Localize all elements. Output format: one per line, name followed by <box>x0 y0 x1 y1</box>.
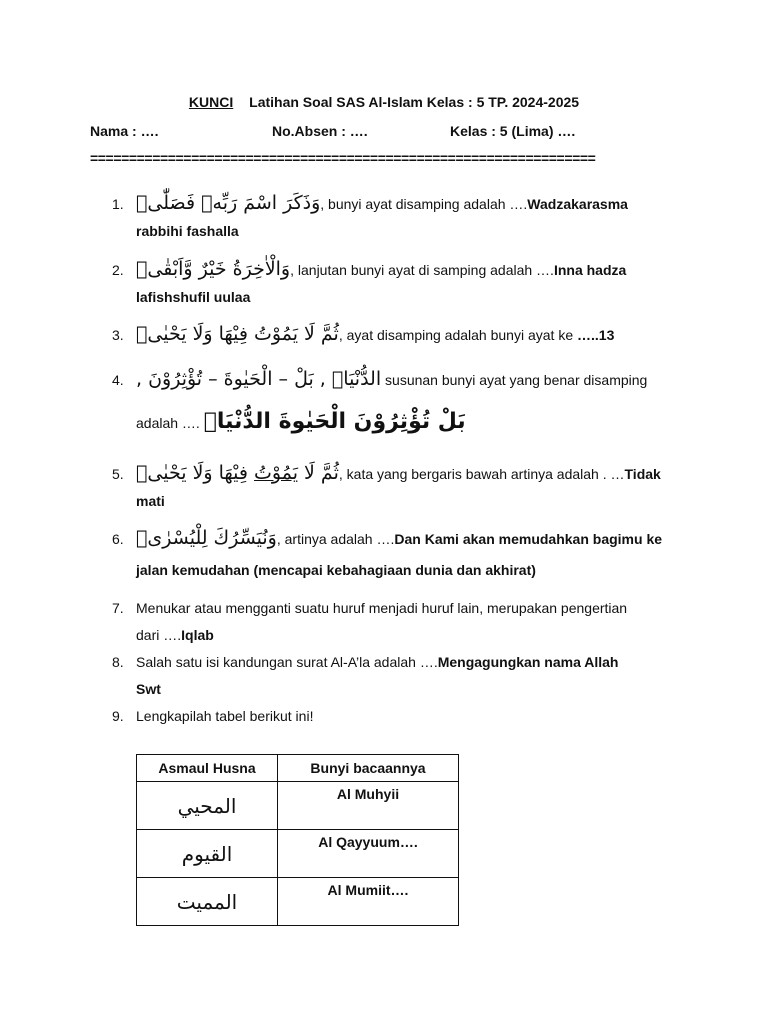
asmaul-husna-latin: Al Muhyii <box>278 782 459 830</box>
question-number: 5. <box>112 466 124 482</box>
asmaul-husna-table <box>136 754 459 926</box>
question-8 <box>112 649 672 703</box>
answer: Mengagungkan nama Allah <box>437 654 619 670</box>
question-text: , kata yang bergaris bawah artinya adalah . … <box>338 466 625 482</box>
title-text: Latihan Soal SAS Al-Islam Kelas : 5 TP. 2024-2025 <box>249 94 580 110</box>
asmaul-husna-latin: Al Qayyuum…. <box>278 830 459 878</box>
answer-continued: jalan kemudahan (mencapai kebahagiaan dunia dan akhirat) <box>136 562 536 578</box>
asmaul-husna-arabic: القيوم <box>137 830 278 878</box>
question-number: 4. <box>112 372 124 388</box>
answer: Inna hadza <box>553 262 627 278</box>
nama-field: Nama : …. <box>90 123 159 139</box>
question-3 <box>112 321 672 349</box>
table-row <box>137 830 459 878</box>
question-number: 2. <box>112 262 124 278</box>
question-text-continued: dari …. <box>136 627 182 643</box>
question-number: 1. <box>112 196 124 212</box>
question-number: 3. <box>112 327 124 343</box>
question-text-continued: adalah …. <box>136 415 204 431</box>
arabic-words: الدُّنْيَاۖ , بَلْ – الْحَيٰوةَ – تُؤْثِرُوْنَ , <box>136 368 382 390</box>
asmaul-husna-latin: Al Mumiit…. <box>278 878 459 926</box>
question-text: , lanjutan bunyi ayat di samping adalah …. <box>290 262 554 278</box>
table-header-row <box>137 755 459 782</box>
table-header: Bunyi bacaannya <box>278 755 459 782</box>
answer: Wadzakarasma <box>527 196 628 212</box>
question-number: 7. <box>112 600 124 616</box>
arabic-verse: وَذَكَرَ اسْمَ رَبِّهٖ فَصَلّٰىۗ <box>136 192 321 214</box>
table-row <box>137 878 459 926</box>
arabic-verse: وَالْاٰخِرَةُ خَيْرٌ وَّاَبْقٰىۗ <box>136 258 291 280</box>
absen-field: No.Absen : …. <box>272 123 368 139</box>
question-7 <box>112 595 672 649</box>
question-text: , artinya adalah …. <box>276 531 395 547</box>
answer: …..13 <box>577 327 615 343</box>
question-text: Salah satu isi kandungan surat Al-A’la adalah …. <box>136 654 438 670</box>
question-number: 8. <box>112 654 124 670</box>
page-title <box>0 94 768 110</box>
question-text: Menukar atau mengganti suatu huruf menjadi huruf lain, merupakan pengertian <box>136 600 628 616</box>
kelas-field: Kelas : 5 (Lima) …. <box>450 123 576 139</box>
asmaul-husna-arabic: المميت <box>137 878 278 926</box>
question-text: , bunyi ayat disamping adalah …. <box>320 196 528 212</box>
arabic-verse-part: فِيْهَا وَلَا يَحْيٰىۗ <box>136 462 255 484</box>
answer: Tidak <box>624 466 661 482</box>
question-5 <box>112 460 672 515</box>
question-number: 6. <box>112 531 124 547</box>
table-header: Asmaul Husna <box>137 755 278 782</box>
answer: Iqlab <box>181 627 214 643</box>
arabic-verse: وَنُيَسِّرُكَ لِلْيُسْرٰىۖ <box>136 527 277 549</box>
question-text: , ayat disamping adalah bunyi ayat ke <box>338 327 577 343</box>
question-text: susunan bunyi ayat yang benar disamping <box>381 372 648 388</box>
answer-continued: mati <box>136 493 165 509</box>
arabic-verse-part: ثُمَّ لَا <box>298 462 339 484</box>
answer-arabic: بَلْ تُؤْثِرُوْنَ الْحَيٰوةَ الدُّنْيَاۖ <box>203 409 466 434</box>
answer-continued: lafishshufil uulaa <box>136 289 251 305</box>
underlined-word: يَمُوْتُ <box>254 462 299 484</box>
arabic-verse <box>136 460 339 487</box>
arabic-verse: ثُمَّ لَا يَمُوْتُ فِيْهَا وَلَا يَحْيٰىۗ <box>136 323 339 345</box>
question-number: 9. <box>112 708 124 724</box>
question-1 <box>112 190 672 245</box>
question-6 <box>112 525 672 584</box>
question-4 <box>112 366 672 437</box>
question-9 <box>112 703 672 730</box>
question-text: Lengkapilah tabel berikut ini! <box>136 708 314 724</box>
answer: Dan Kami akan memudahkan bagimu ke <box>394 531 663 547</box>
asmaul-husna-arabic: المحيي <box>137 782 278 830</box>
answer-continued: rabbihi fashalla <box>136 223 239 239</box>
answer-continued: Swt <box>136 681 161 697</box>
separator-line: ================================================================= <box>90 150 596 166</box>
table-row <box>137 782 459 830</box>
question-2 <box>112 256 672 311</box>
kunci-label: KUNCI <box>188 94 234 110</box>
